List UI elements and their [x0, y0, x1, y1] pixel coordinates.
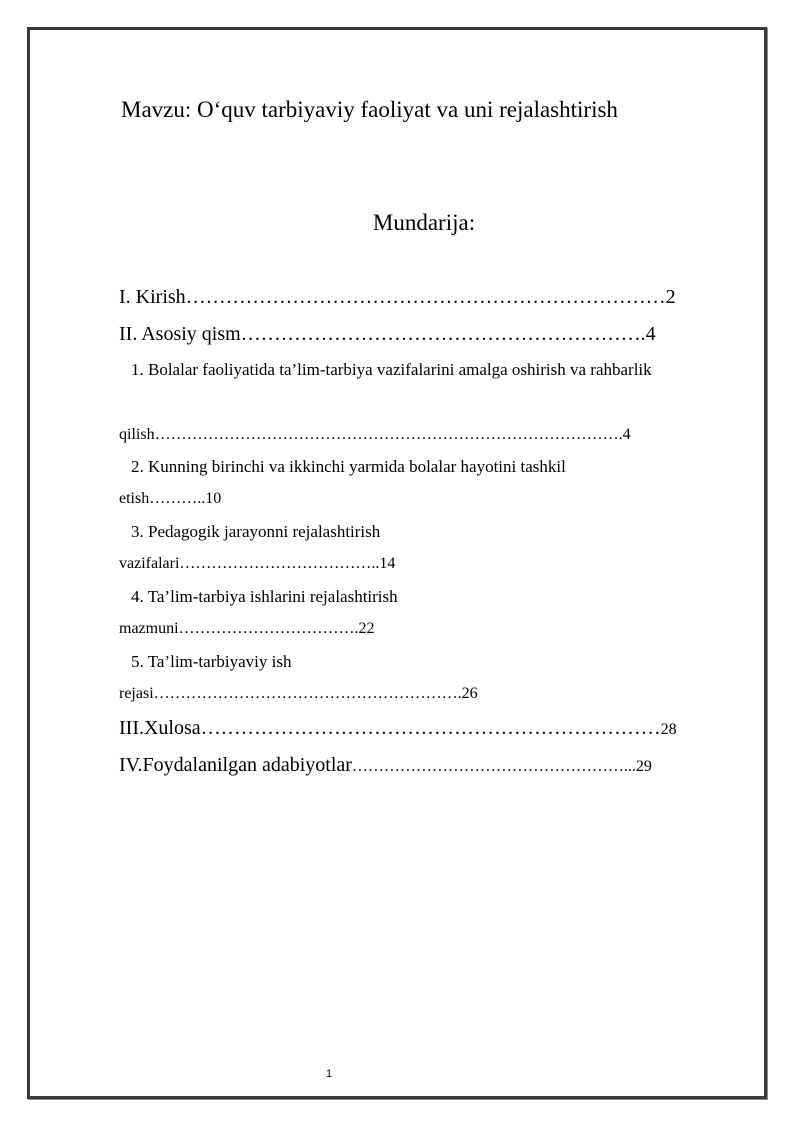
toc-entry-xulosa	[119, 717, 677, 740]
toc-entry-3-line1: 3. Pedagogik jarayonni rejalashtirish	[131, 522, 381, 541]
toc-entry-4-line2: mazmuni…………………………….22	[119, 620, 375, 637]
toc-entry-5-line2: rejasi………………………………………………….26	[119, 685, 478, 702]
toc-entry-5-line1: 5. Ta’lim-tarbiyaviy ish	[131, 652, 292, 671]
toc-entry-adabiyotlar-page: 29	[635, 758, 652, 775]
document-title: Mavzu: O‘quv tarbiyaviy faoliyat va uni rejalashtirish	[121, 97, 618, 122]
toc-entry-xulosa-text: III.Xulosa……………………………………………………………	[119, 717, 661, 739]
toc-entry-kirish: I. Kirish………………………………………………………………2	[119, 286, 676, 308]
toc-entry-xulosa-page: 28	[660, 721, 677, 738]
toc-entry-1-line2: qilish…………………………………………………………………………….4	[119, 426, 631, 443]
toc-entry-2-line2: etish………..10	[119, 490, 222, 507]
toc-heading: Mundarija:	[372, 210, 476, 235]
page-number: 1	[326, 1068, 333, 1080]
toc-entry-asosiy-qism: II. Asosiy qism…………………………………………………….4	[119, 323, 656, 345]
toc-entry-1-line1: 1. Bolalar faoliyatida ta’lim-tarbiya vazifalarini amalga oshirish va rahbarlik	[131, 360, 652, 379]
toc-entry-adabiyotlar-dots: ……………………………………………...	[351, 758, 636, 775]
toc-entry-adabiyotlar	[119, 754, 652, 777]
toc-entry-4-line1: 4. Ta’lim-tarbiya ishlarini rejalashtirish	[131, 587, 398, 606]
toc-entry-2-line1: 2. Kunning birinchi va ikkinchi yarmida bolalar hayotini tashkil	[131, 457, 566, 476]
toc-entry-3-line2: vazifalari………………………………..14	[119, 555, 396, 572]
toc-entry-adabiyotlar-text: IV.Foydalanilgan adabiyotlar	[119, 754, 352, 776]
